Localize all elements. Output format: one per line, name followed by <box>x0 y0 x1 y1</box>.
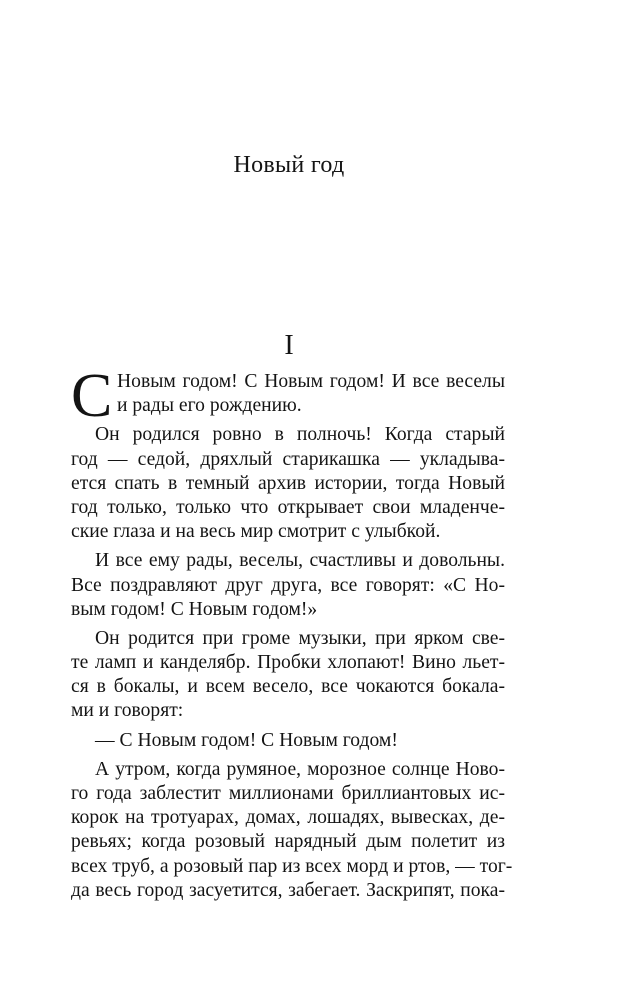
chapter-title: Новый год <box>233 152 345 178</box>
text-line: го года заблестит миллионами бриллиантовых ис- <box>71 783 505 804</box>
text-line: И все ему рады, веселы, счастливы и довольны. <box>95 550 505 572</box>
text-line: ские глаза и на весь мир смотрит с улыбкой. <box>71 521 441 543</box>
text-line: — С Новым годом! С Новым годом! <box>95 729 398 751</box>
text-line: корок на тротуарах, домах, лошадях, вывесках, де- <box>71 807 505 829</box>
text-line: вым годом! С Новым годом!» <box>71 598 318 620</box>
text-line: А утром, когда румяное, морозное солнце Ново- <box>95 758 505 780</box>
text-line: и рады его рождению. <box>117 395 302 417</box>
text-line: ревьях; когда розовый нарядный дым полетит из <box>71 831 505 853</box>
text-line: те ламп и канделябр. Пробки хлопают! Вино льет- <box>71 652 505 674</box>
text-line: ми и говорят: <box>71 700 184 722</box>
text-line: Он родился ровно в полночь! Когда старый <box>95 424 505 446</box>
drop-cap: С <box>71 362 113 430</box>
text-line: Он родится при громе музыки, при ярком све- <box>95 627 505 649</box>
text-line: ся в бокалы, и всем весело, все чокаются бокала- <box>71 676 505 698</box>
section-number: I <box>284 330 294 361</box>
text-line: да весь город засуетится, забегает. Заскрипят, пока- <box>71 879 505 901</box>
text-line: год только, только что открывает свои младенче- <box>71 496 505 518</box>
body-text <box>71 362 513 903</box>
text-line: Новым годом! С Новым годом! И все веселы <box>117 371 505 392</box>
text-line: ется спать в темный архив истории, тогда Новый <box>71 472 505 494</box>
text-line: Все поздравляют друг друга, все говорят: «С Но- <box>71 574 505 596</box>
text-line: год — седой, дряхлый старикашка — укладыва- <box>71 448 505 470</box>
text-line: всех труб, а розовый пар из всех морд и ртов, — тог- <box>71 855 513 877</box>
